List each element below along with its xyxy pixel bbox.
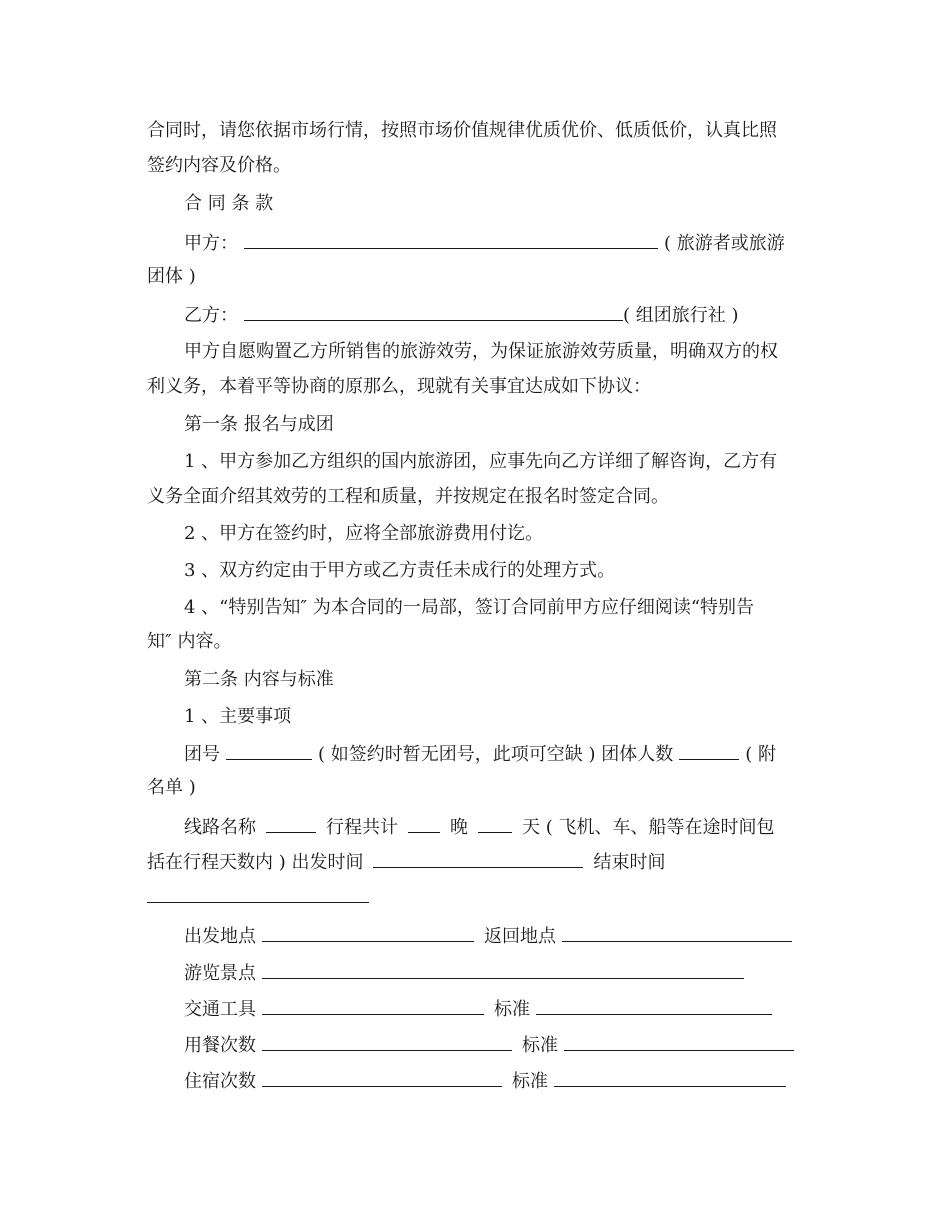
return-place-blank[interactable] xyxy=(562,923,792,942)
preamble-line-1: 甲方自愿购置乙方所销售的旅游效劳，为保证旅游效劳质量，明确双方的权 xyxy=(184,341,778,362)
meals-standard-blank[interactable] xyxy=(564,1032,794,1051)
section-title: 合 同 条 款 xyxy=(184,193,274,214)
preamble-line-2: 利义务，本着平等协商的原那么，现就有关事宜达成如下协议： xyxy=(147,376,651,397)
trip-total-label: 行程共计 xyxy=(326,817,398,838)
group-number-label: 团号 xyxy=(184,744,220,765)
party-a-label: 甲方： xyxy=(184,233,238,254)
route-line xyxy=(184,814,774,838)
sights-line xyxy=(184,960,744,984)
party-a-blank[interactable] xyxy=(244,230,658,249)
meals-line xyxy=(184,1032,794,1056)
transport-label: 交通工具 xyxy=(184,999,256,1020)
depart-place-blank[interactable] xyxy=(262,923,474,942)
party-b-label: 乙方： xyxy=(184,305,238,326)
lodging-standard-blank[interactable] xyxy=(554,1068,786,1087)
article-1-item-3: 3 、双方约定由于甲方或乙方责任未成行的处理方式。 xyxy=(184,560,616,581)
place-line xyxy=(184,923,792,947)
article-1-heading: 第一条 报名与成团 xyxy=(184,414,334,435)
lodging-blank[interactable] xyxy=(262,1068,502,1087)
meals-blank[interactable] xyxy=(262,1032,512,1051)
party-b-line xyxy=(184,302,739,326)
days-note-cont: 括在行程天数内 ) 出发时间 xyxy=(147,852,364,873)
return-place-label: 返回地点 xyxy=(484,926,556,947)
party-b-blank[interactable] xyxy=(244,302,623,321)
article-1-item-4-line-2: 知″ 内容。 xyxy=(147,631,232,652)
transport-standard-label: 标准 xyxy=(494,999,530,1020)
route-name-label: 线路名称 xyxy=(184,817,256,838)
article-1-item-1-line-1: 1 、甲方参加乙方组织的国内旅游团，应事先向乙方详细了解咨询，乙方有 xyxy=(184,451,778,472)
sights-blank[interactable] xyxy=(262,960,744,979)
days-blank[interactable] xyxy=(478,814,512,833)
meals-label: 用餐次数 xyxy=(184,1035,256,1056)
depart-place-label: 出发地点 xyxy=(184,926,256,947)
lodging-line xyxy=(184,1068,786,1092)
days-note: 天 ( 飞机、车、船等在途时间包 xyxy=(522,817,775,838)
departure-time-blank[interactable] xyxy=(373,849,583,868)
article-2-item-1: 1 、主要事项 xyxy=(184,706,292,727)
intro-line-1: 合同时，请您依据市场行情，按照市场价值规律优质优价、低质低价，认真比照 xyxy=(147,120,777,141)
meals-standard-label: 标准 xyxy=(522,1035,558,1056)
nights-blank[interactable] xyxy=(408,814,440,833)
attach-note: ( 附 xyxy=(745,744,776,765)
article-1-item-1-line-2: 义务全面介绍其效劳的工程和质量，并按规定在报名时签定合同。 xyxy=(147,486,669,507)
route-name-blank[interactable] xyxy=(266,814,316,833)
transport-standard-blank[interactable] xyxy=(536,996,772,1015)
group-number-line xyxy=(184,741,776,765)
transport-line xyxy=(184,996,772,1020)
group-size-blank[interactable] xyxy=(679,741,739,760)
lodging-standard-label: 标准 xyxy=(512,1071,548,1092)
nights-label: 晚 xyxy=(450,817,468,838)
transport-blank[interactable] xyxy=(262,996,484,1015)
group-number-note: ( 如签约时暂无团号，此项可空缺 ) 团体人数 xyxy=(318,744,674,765)
departure-time-line xyxy=(147,849,665,873)
party-a-note: ( 旅游者或旅游 xyxy=(664,233,785,254)
intro-line-2: 签约内容及价格。 xyxy=(147,155,291,176)
article-2-heading: 第二条 内容与标准 xyxy=(184,669,334,690)
party-a-line xyxy=(184,230,785,254)
article-1-item-4-line-1: 4 、“特别告知″ 为本合同的一局部，签订合同前甲方应仔细阅读“特别告 xyxy=(184,597,755,618)
lodging-label: 住宿次数 xyxy=(184,1071,256,1092)
attach-note-cont: 名单 ) xyxy=(147,777,196,798)
end-time-line xyxy=(147,884,369,908)
article-1-item-2: 2 、甲方在签约时，应将全部旅游费用付讫。 xyxy=(184,523,544,544)
end-time-blank[interactable] xyxy=(147,884,369,903)
party-b-note: ( 组团旅行社 ) xyxy=(623,305,739,326)
end-time-label: 结束时间 xyxy=(593,852,666,873)
group-number-blank[interactable] xyxy=(226,741,312,760)
party-a-note-cont: 团体 ) xyxy=(147,266,196,287)
sights-label: 游览景点 xyxy=(184,963,256,984)
